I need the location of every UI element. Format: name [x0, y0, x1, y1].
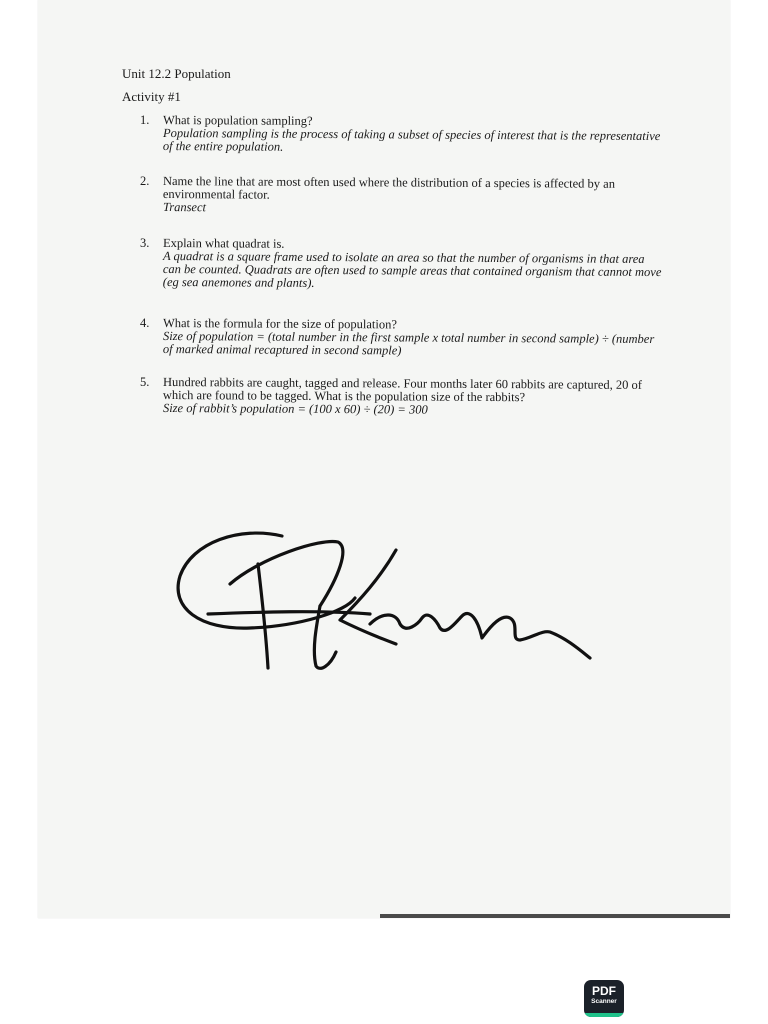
logo-text-sub: Scanner [591, 998, 617, 1005]
question-number: 3. [140, 236, 150, 250]
question-number: 1. [140, 113, 150, 127]
answer-text: A quadrat is a square frame used to isolate an area so that the number of organisms in that area can be counted. Quadrats are often used to sample areas that contained organism that cannot move (eg sea anemones and plants). [162, 249, 662, 290]
logo-accent-strip [584, 1013, 624, 1017]
unit-title: Unit 12.2 Population [122, 66, 231, 81]
handwritten-signature [170, 528, 600, 673]
answer-text: Size of population = (total number in the first sample x total number in second sample) ÷ (number of marked animal recaptured in second sample) [162, 329, 655, 358]
question-number: 5. [140, 375, 150, 389]
question-text: What is the formula for the size of population? [162, 316, 397, 332]
signature-stroke [258, 564, 268, 668]
answer-text: Transect [162, 200, 207, 215]
question-number: 4. [140, 316, 150, 330]
signature-stroke [230, 541, 343, 606]
answer-text: Population sampling is the process of taking a subset of species of interest that is the representative of the entire population. [162, 126, 661, 154]
logo-text-main: PDF [592, 984, 616, 998]
question-number: 2. [140, 174, 150, 188]
question-text: Name the line that are most often used where the distribution of a species is affected by an environmental factor. [162, 174, 616, 202]
pdf-scanner-logo [584, 980, 624, 1017]
question-text: What is population sampling? [162, 113, 313, 128]
signature-stroke [370, 613, 590, 658]
question-text: Hundred rabbits are caught, tagged and release. Four months later 60 rabbits are captured, 20 of which are found to be tagged. What is the population size of the rabbits? [162, 375, 642, 405]
question-text: Explain what quadrat is. [162, 236, 285, 251]
paper-edge-shadow [380, 914, 730, 918]
answer-text: Size of rabbit’s population = (100 x 60) ÷ (20) = 300 [162, 401, 428, 417]
signature-stroke [340, 550, 396, 644]
activity-title: Activity #1 [122, 89, 181, 104]
